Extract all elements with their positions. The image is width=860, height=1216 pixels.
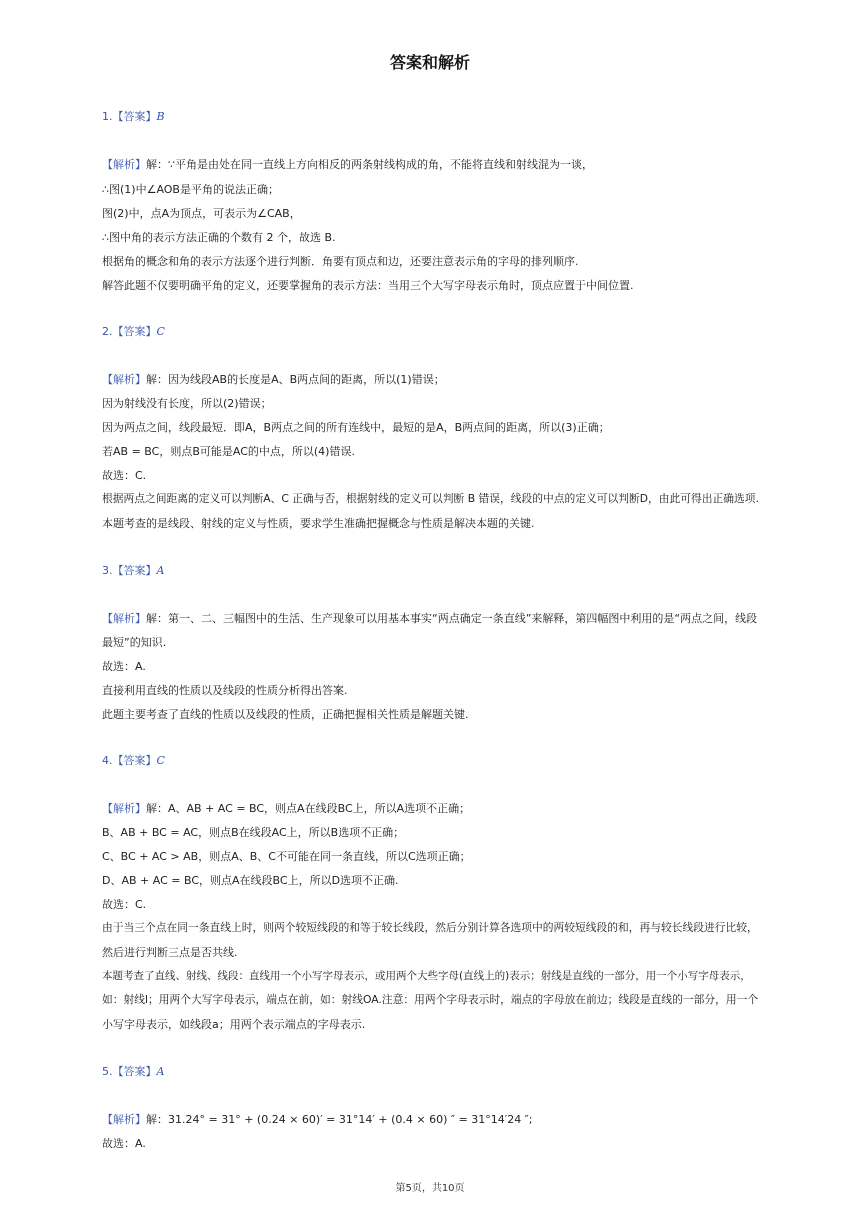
answer-2 [102,323,165,339]
answer-value: C [156,754,165,767]
analysis-line: 最短”的知识. [102,636,167,649]
answer-4 [102,752,165,768]
answer-value: A [156,564,165,577]
analysis-line: 故选：C. [102,898,147,911]
answer-5 [102,1063,164,1079]
analysis-tag: 【解析】 [102,158,146,171]
analysis-line: 因为射线没有长度，所以(2)错误； [102,397,272,410]
analysis-line: 本题考查了直线、射线、线段：直线用一个小写字母表示，或用两个大些字母(直线上的)表示；射线是直线的一部分，用一个小写字母表示， [102,970,751,982]
analysis-line: 本题考查的是线段、射线的定义与性质，要求学生准确把握概念与性质是解决本题的关键. [102,517,535,530]
analysis-line: 若AB = BC，则点B可能是AC的中点，所以(4)错误. [102,445,355,458]
analysis-line: 如：射线l；用两个大写字母表示，端点在前，如：射线OA.注意：用两个字母表示时，端点的字母放在前边；线段是直线的一部分，用一个 [102,993,759,1006]
analysis-tag: 【解析】 [102,802,146,815]
page-footer: 第5页，共10页 [395,1183,465,1194]
answer-value: A [156,1065,165,1078]
analysis-line: 【解析】解：因为线段AB的长度是A、B两点间的距离，所以(1)错误； [102,373,445,386]
analysis-line: C、BC + AC > AB，则点A、B、C不可能在同一条直线，所以C选项正确； [102,850,471,863]
answer-label: 5.【答案】 [102,1065,157,1078]
analysis-tag: 【解析】 [102,1113,146,1126]
answer-label: 3.【答案】 [102,564,157,577]
analysis-line: 【解析】解：A、AB + AC = BC，则点A在线段BC上，所以A选项不正确； [102,802,471,815]
analysis-line: 故选：A. [102,1137,146,1150]
analysis-line: ∴图中角的表示方法正确的个数有 2 个，故选 B. [102,231,336,244]
analysis-line: 故选：C. [102,469,147,482]
analysis-line: 根据两点之间距离的定义可以判断A、C 正确与否，根据射线的定义可以判断 B 错误，线段的中点的定义可以判断D，由此可得出正确选项. [102,492,759,505]
analysis-line: 直接利用直线的性质以及线段的性质分析得出答案. [102,684,348,697]
analysis-line: 小写字母表示，如线段a；用两个表示端点的字母表示. [102,1018,366,1031]
analysis-line: 图(2)中，点A为顶点，可表示为∠CAB， [102,207,301,220]
analysis-tag: 【解析】 [102,612,146,625]
analysis-line: ∴图(1)中∠AOB是平角的说法正确； [102,183,279,196]
analysis-line: 然后进行判断三点是否共线. [102,946,238,959]
page-title: 答案和解析 [389,53,470,72]
answer-3 [102,562,164,578]
analysis-line: 根据角的概念和角的表示方法逐个进行判断．角要有顶点和边，还要注意表示角的字母的排列顺序. [102,255,579,268]
answer-value: B [156,110,165,123]
analysis-line: 此题主要考查了直线的性质以及线段的性质，正确把握相关性质是解题关键. [102,708,469,721]
analysis-line: 由于当三个点在同一条直线上时，则两个较短线段的和等于较长线段，然后分别计算各选项中的两较短线段的和，再与较长线段进行比较， [102,921,758,934]
analysis-line: B、AB + BC = AC，则点B在线段AC上，所以B选项不正确； [102,826,405,839]
analysis-line: 因为两点之间，线段最短．即A，B两点之间的所有连线中，最短的是A，B两点间的距离，所以(3)正确； [102,421,610,434]
answer-1 [102,108,165,124]
analysis-line: 【解析】解：第一、二、三幅图中的生活、生产现象可以用基本事实“两点确定一条直线”来解释，第四幅图中利用的是“两点之间，线段 [102,612,758,625]
analysis-line: 【解析】解：∵平角是由处在同一直线上方向相反的两条射线构成的角，不能将直线和射线混为一谈， [102,158,593,171]
analysis-line: 解答此题不仅要明确平角的定义，还要掌握角的表示方法：当用三个大写字母表示角时，顶点应置于中间位置. [102,279,634,292]
answer-label: 4.【答案】 [102,754,157,767]
answer-label: 1.【答案】 [102,110,157,123]
analysis-line: D、AB + AC = BC，则点A在线段BC上，所以D选项不正确. [102,874,399,887]
analysis-line: 故选：A. [102,660,146,673]
analysis-line: 【解析】解：31.24° = 31° + (0.24 × 60)′ = 31°14′ + (0.4 × 60) ″ = 31°14′24 ″; [102,1113,533,1126]
answer-value: C [156,325,165,338]
answer-label: 2.【答案】 [102,325,157,338]
analysis-tag: 【解析】 [102,373,146,386]
